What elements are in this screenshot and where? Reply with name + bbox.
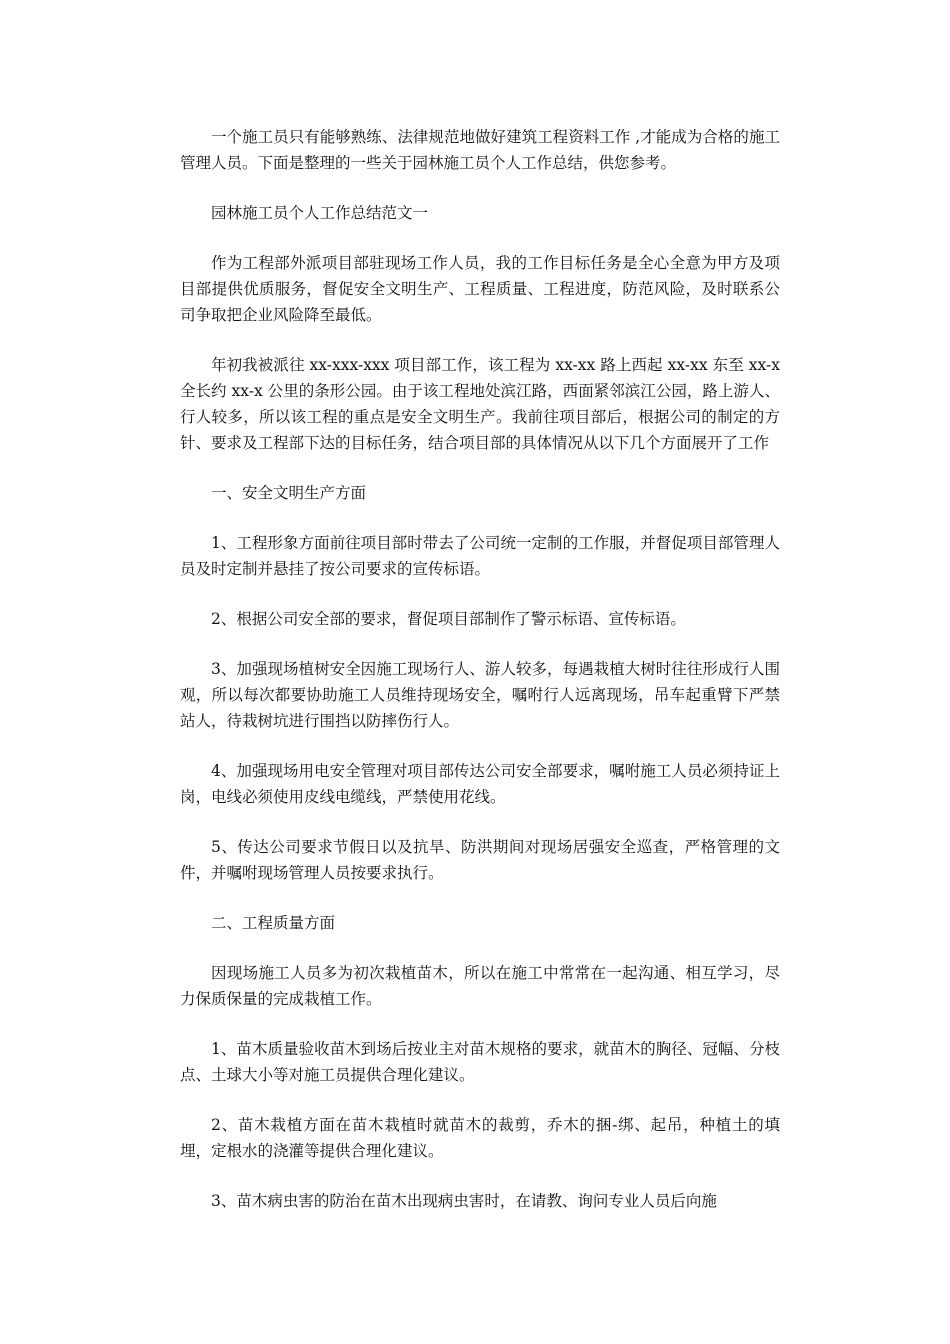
body-paragraph: 作为工程部外派项目部驻现场工作人员，我的工作目标任务是全心全意为甲方及项目部提供优质服务，督促安全文明生产、工程质量、工程进度，防范风险，及时联系公司争取把企业风险降至最低。 xyxy=(180,254,780,324)
list-item: 3、加强现场植树安全因施工现场行人、游人较多，每遇栽植大树时往往形成行人围观，所以每次都要协助施工人员维持现场安全，嘱咐行人远离现场，吊车起重臂下严禁站人，待栽树坑进行围挡以防摔伤行人。 xyxy=(180,660,780,730)
section-heading-quality: 二、工程质量方面 xyxy=(211,914,336,932)
list-item: 4、加强现场用电安全管理对项目部传达公司安全部要求，嘱咐施工人员必须持证上岗，电线必须使用皮线电缆线，严禁使用花线。 xyxy=(180,762,780,806)
body-paragraph: 因现场施工人员多为初次栽植苗木，所以在施工中常常在一起沟通、相互学习，尽力保质保量的完成栽植工作。 xyxy=(180,964,780,1008)
list-item: 1、工程形象方面前往项目部时带去了公司统一定制的工作服，并督促项目部管理人员及时定制并悬挂了按公司要求的宣传标语。 xyxy=(180,534,780,578)
list-item: 2、苗木栽植方面在苗木栽植时就苗木的裁剪，乔木的捆-绑、起吊，种植土的填埋，定根水的浇灌等提供合理化建议。 xyxy=(180,1116,780,1160)
section-title: 园林施工员个人工作总结范文一 xyxy=(211,204,429,222)
intro-paragraph: 一个施工员只有能够熟练、法律规范地做好建筑工程资料工作 ,才能成为合格的施工管理人员。下面是整理的一些关于园林施工员个人工作总结，供您参考。 xyxy=(180,128,780,172)
list-item: 2、根据公司安全部的要求，督促项目部制作了警示标语、宣传标语。 xyxy=(211,610,686,628)
section-heading-safety: 一、安全文明生产方面 xyxy=(211,484,367,502)
list-item: 1、苗木质量验收苗木到场后按业主对苗木规格的要求，就苗木的胸径、冠幅、分枝点、土球大小等对施工员提供合理化建议。 xyxy=(180,1040,780,1084)
body-paragraph: 年初我被派往 xx-xxx-xxx 项目部工作，该工程为 xx-xx 路上西起 xx-xx 东至 xx-x 全长约 xx-x 公里的条形公园。由于该工程地处滨江路，西面紧邻滨江公园，路上游人、行人较多，所以该工程的重点是安全文明生产。我前往项目部后，根据公司的制定的方针、要求及工程部下达的目标任务，结合项目部的具体情况从以下几个方面展开了工作 xyxy=(180,356,780,452)
list-item: 3、苗木病虫害的防治在苗木出现病虫害时，在请教、询问专业人员后向施 xyxy=(211,1192,717,1210)
document-body xyxy=(180,124,780,1238)
list-item: 5、传达公司要求节假日以及抗旱、防洪期间对现场居强安全巡查，严格管理的文件，并嘱咐现场管理人员按要求执行。 xyxy=(180,838,780,882)
